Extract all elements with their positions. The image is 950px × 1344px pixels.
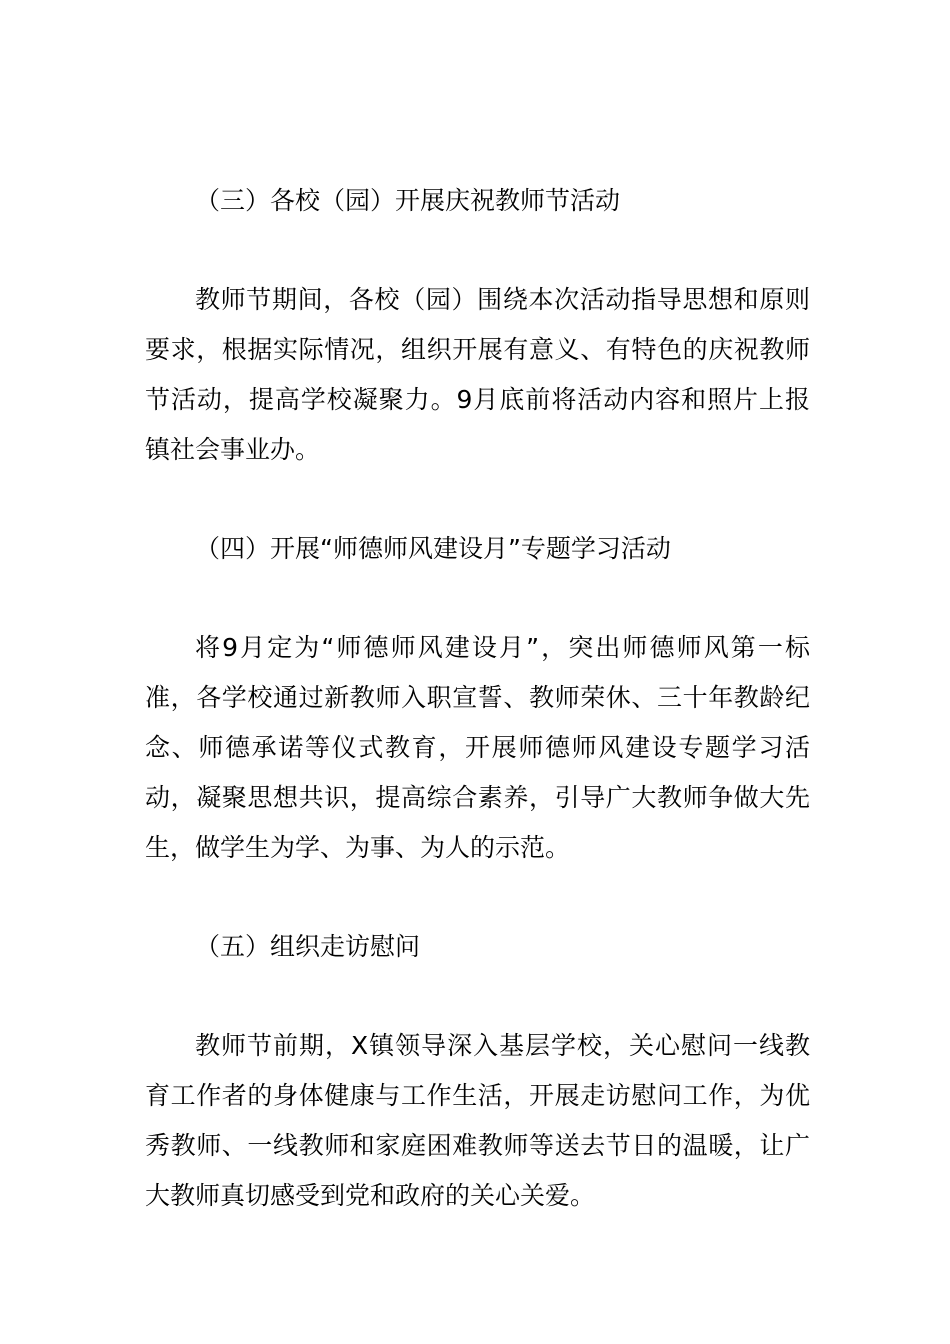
- section-heading-5: （五）组织走访慰问: [195, 932, 421, 961]
- section-paragraph-5: 教师节前期，X镇领导深入基层学校，关心慰问一线教育工作者的身体健康与工作生活，开展走访慰问工作，为优秀教师、一线教师和家庭困难教师等送去节日的温暖，让广大教师真切感受到党和政府的关心关爱。: [145, 1031, 810, 1210]
- section-heading-4: （四）开展“师德师风建设月”专题学习活动: [195, 534, 671, 563]
- section-heading-3: （三）各校（园）开展庆祝教师节活动: [195, 186, 621, 215]
- section-paragraph-4: 将9月定为“师德师风建设月”，突出师德师风第一标准，各学校通过新教师入职宣誓、教师荣休、三十年教龄纪念、师德承诺等仪式教育，开展师德师风建设专题学习活动，凝聚思想共识，提高综合素养，引导广大教师争做大先生，做学生为学、为事、为人的示范。: [145, 633, 810, 862]
- section-paragraph-3: 教师节期间，各校（园）围绕本次活动指导思想和原则要求，根据实际情况，组织开展有意义、有特色的庆祝教师节活动，提高学校凝聚力。9月底前将活动内容和照片上报镇社会事业办。: [145, 285, 810, 464]
